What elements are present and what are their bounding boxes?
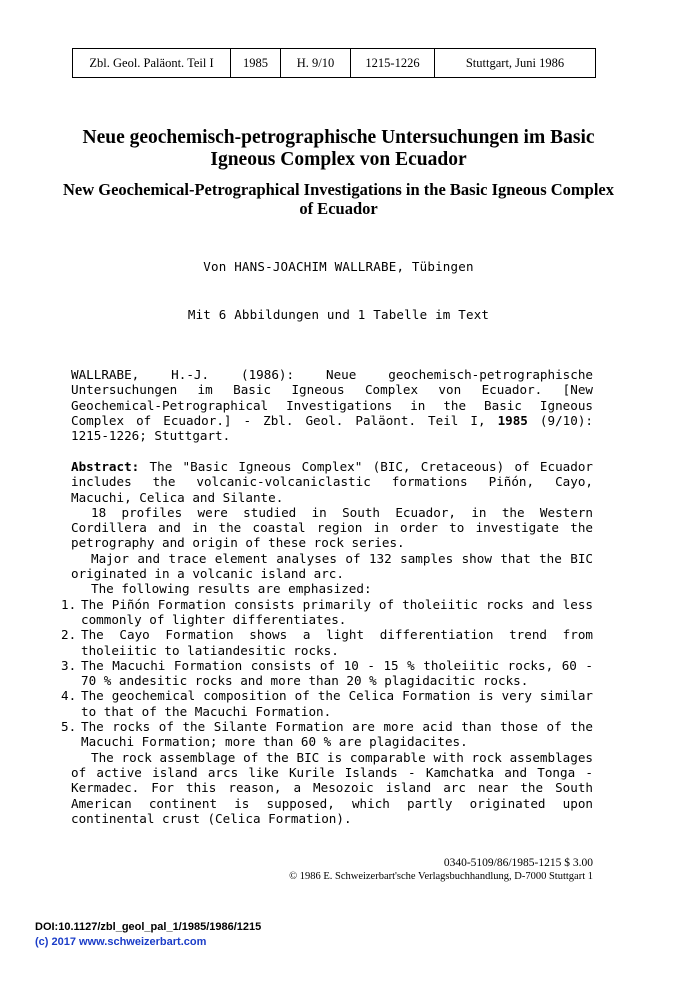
journal-issue: H. 9/10 bbox=[281, 49, 351, 77]
abstract-intro bbox=[71, 459, 593, 505]
citation-block bbox=[71, 367, 593, 443]
list-number: 4. bbox=[61, 688, 77, 704]
abstract-block bbox=[61, 459, 593, 826]
results-list-item bbox=[61, 719, 593, 750]
list-item-text: The Piñón Formation consists primarily of tholeiitic rocks and less commonly of lighter differentiates. bbox=[81, 596, 593, 627]
publisher-site-link[interactable]: (c) 2017 www.schweizerbart.com bbox=[35, 936, 207, 948]
citation-tail: (9/10): 1215-1226; Stuttgart. bbox=[71, 412, 593, 444]
citation-volume: 1985 bbox=[497, 412, 528, 428]
list-item-text: The Macuchi Formation consists of 10 - 15 % tholeiitic rocks, 60 - 70 % andesitic rocks and more than 20 % plagidacitic rocks. bbox=[81, 657, 593, 689]
results-list bbox=[61, 596, 593, 750]
list-number: 3. bbox=[61, 657, 77, 673]
figures-line: Mit 6 Abbildungen und 1 Tabelle im Text bbox=[187, 307, 490, 322]
results-list-item bbox=[61, 688, 593, 719]
results-list-item bbox=[61, 597, 593, 628]
title-german: Neue geochemisch-petrographische Untersuchungen im Basic Igneous Complex von Ecuador bbox=[82, 127, 595, 170]
list-item-text: The Cayo Formation shows a light differentiation trend from tholeiitic to latiandesitic rocks. bbox=[81, 627, 593, 658]
abstract-intro-text: The "Basic Igneous Complex" (BIC, Cretaceous) of Ecuador includes the volcanic-volcaniclastic formations Piñón, Cayo, Macuchi, Celica and Silante. bbox=[71, 459, 593, 505]
list-item-text: The geochemical composition of the Celica Formation is very similar to that of the Macuchi Formation. bbox=[81, 688, 593, 719]
list-number: 5. bbox=[61, 719, 77, 735]
list-item-text: The rocks of the Silante Formation are more acid than those of the Macuchi Formation; more than 60 % are plagidacites. bbox=[81, 719, 593, 750]
abstract-paragraph: The following results are emphasized: bbox=[91, 581, 372, 597]
list-number: 1. bbox=[61, 596, 77, 612]
journal-place-date: Stuttgart, Juni 1986 bbox=[465, 55, 565, 70]
abstract-conclusion: The rock assemblage of the BIC is comparable with rock assemblages of active island arcs like Kurile Islands - Kamchatka and Tonga - Kermadec. For this reason, a Mesozoic island arc near the South American continent is supposed, which partly originated upon continental crust (Celica Formation). bbox=[71, 749, 593, 826]
results-list-item bbox=[61, 658, 593, 689]
author-line: Von HANS-JOACHIM WALLRABE, Tübingen bbox=[203, 259, 474, 274]
journal-header-table bbox=[72, 48, 596, 78]
journal-name: Zbl. Geol. Paläont. Teil I bbox=[73, 49, 231, 77]
abstract-paragraph: 18 profiles were studied in South Ecuador, in the Western Cordillera and in the coastal region in order to investigate the petrography and origin of these rock series. bbox=[71, 504, 593, 551]
abstract-label: Abstract: bbox=[71, 459, 140, 474]
citation-text: WALLRABE, H.-J. (1986): Neue geochemisch-petrographische Untersuchungen im Basic Igneous Complex von Ecuador. [New Geochemical-Petrographical Investigations in the Basic Igneous Complex of Ecuador.] - Zbl. Geol. Paläont. Teil I, bbox=[71, 367, 593, 428]
doi-link[interactable]: DOI:10.1127/zbl_geol_pal_1/1985/1986/1215 bbox=[35, 921, 262, 933]
journal-year: 1985 bbox=[231, 49, 281, 77]
journal-pages: 1215-1226 bbox=[351, 49, 435, 77]
list-number: 2. bbox=[61, 627, 77, 643]
copyright-line: © 1986 E. Schweizerbart'sche Verlagsbuchhandlung, D-7000 Stuttgart 1 bbox=[289, 871, 593, 882]
abstract-paragraph: Major and trace element analyses of 132 samples show that the BIC originated in a volcanic island arc. bbox=[71, 550, 593, 582]
title-english: New Geochemical-Petrographical Investigations in the Basic Igneous Complex of Ecuador bbox=[62, 180, 615, 218]
issn-price-line: 0340-5109/86/1985-1215 $ 3.00 bbox=[443, 857, 593, 869]
results-list-item bbox=[61, 627, 593, 658]
